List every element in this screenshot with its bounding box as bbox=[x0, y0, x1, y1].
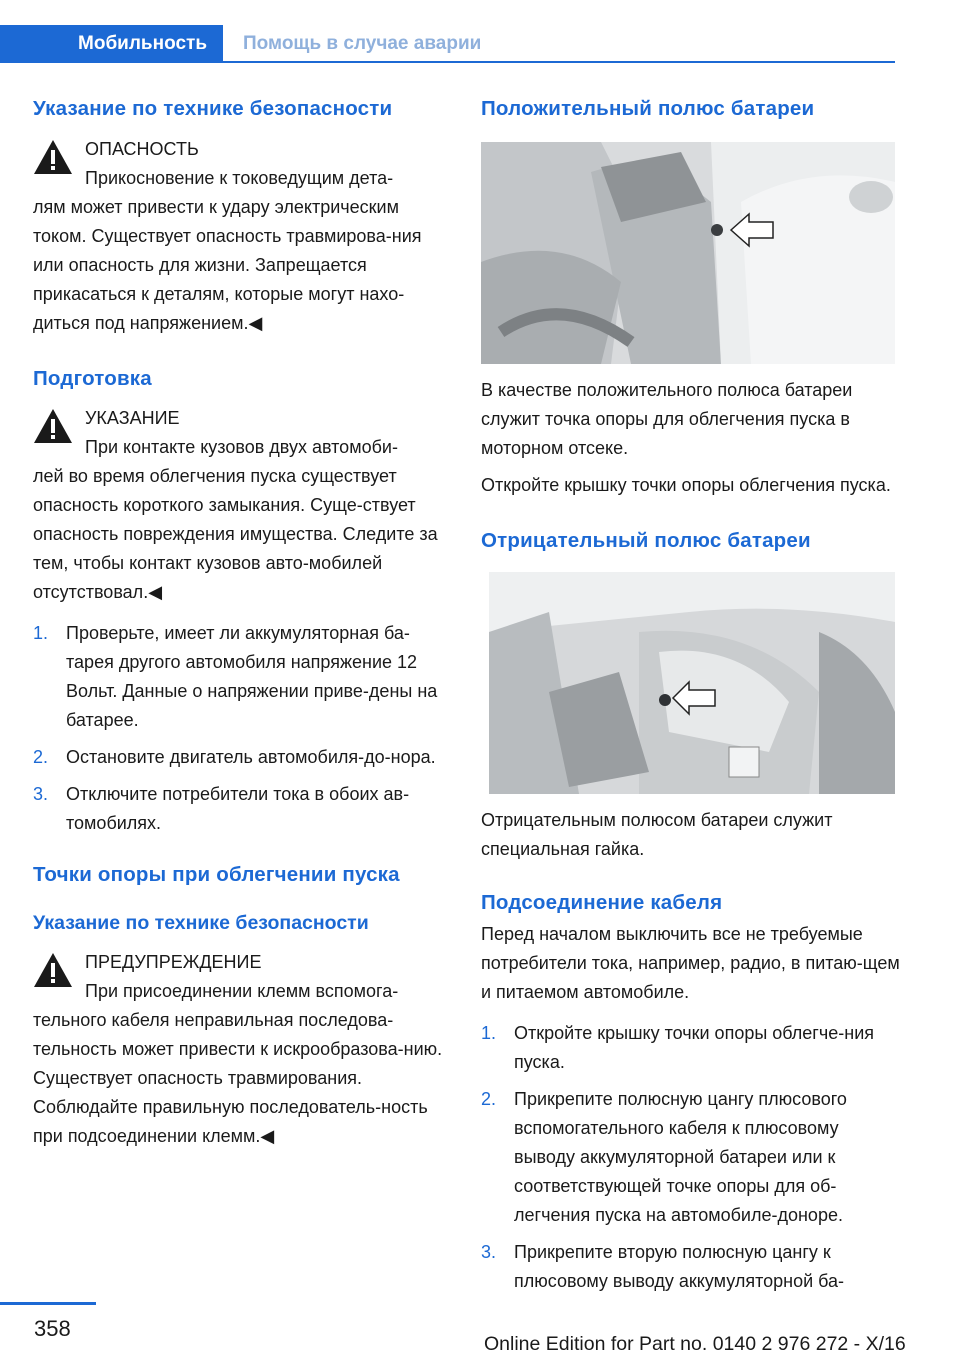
step-number: 2. bbox=[33, 747, 49, 767]
left-column bbox=[33, 96, 453, 1151]
chapter-tab-mobility[interactable]: Мобильность bbox=[0, 25, 223, 63]
heading-positive-terminal: Положительный полюс батареи bbox=[481, 97, 815, 120]
step-number: 1. bbox=[33, 623, 49, 643]
warning-text-line1: Прикосновение к токоведущим дета‐ bbox=[85, 168, 394, 188]
section-tab-breakdown-help[interactable]: Помощь в случае аварии bbox=[243, 33, 482, 54]
caution-warning bbox=[33, 948, 453, 1006]
positive-terminal-description: В качестве положительного полюса батареи служит точка опоры для облегчения пуска в моторном отсеке. bbox=[481, 380, 853, 458]
negative-terminal-description: Отрицательным полюсом батареи служит специальная гайка. bbox=[481, 810, 833, 859]
edition-note: Online Edition for Part no. 0140 2 976 272 - X/16 bbox=[484, 1333, 906, 1355]
list-item bbox=[481, 1019, 901, 1077]
list-item bbox=[33, 780, 453, 838]
step-number: 1. bbox=[481, 1023, 497, 1043]
step-text: Отключите потребители тока в обоих ав‐томобилях. bbox=[66, 784, 410, 833]
list-item bbox=[481, 1085, 901, 1230]
header-rule bbox=[223, 61, 895, 63]
step-text: Остановите двигатель автомобиля-до‐нора. bbox=[66, 747, 436, 767]
step-text: Откройте крышку точки опоры облегче‐ния пуска. bbox=[514, 1023, 874, 1072]
danger-warning bbox=[33, 135, 453, 193]
heading-cable-connection: Подсоединение кабеля bbox=[481, 891, 723, 914]
connection-steps bbox=[481, 1019, 901, 1296]
cable-connection-intro: Перед началом выключить все не требуемые потребители тока, например, радио, в питаю‐щем и питаемом автомобиле. bbox=[481, 924, 900, 1002]
notice-warning bbox=[33, 404, 453, 462]
warning-triangle-icon bbox=[33, 952, 73, 988]
footer-rule bbox=[0, 1302, 96, 1305]
step-number: 3. bbox=[33, 784, 49, 804]
page-number: 358 bbox=[34, 1316, 71, 1341]
warning-text: лям может привести к удару электрическим током. Существует опасность травмирова‐ния или опасность для жизни. Запрещается прикасаться к деталям, которые могут нахо‐диться под напряжением.◀ bbox=[33, 197, 422, 333]
caution-text-line1: При присоединении клемм вспомога‐ bbox=[85, 981, 399, 1001]
notice-title: УКАЗАНИЕ bbox=[85, 408, 180, 428]
warning-triangle-icon bbox=[33, 139, 73, 175]
notice-text: лей во время облегчения пуска существует опасность короткого замыкания. Суще‐ствует опасность повреждения имущества. Следите за тем, чтобы контакт кузовов авто‐мобилей отсутствовал.◀ bbox=[33, 466, 438, 602]
engine-bay-negative-terminal-image bbox=[489, 572, 895, 794]
step-number: 2. bbox=[481, 1089, 497, 1109]
step-text: Проверьте, имеет ли аккумуляторная ба‐тарея другого автомобиля напряжение 12 Вольт. Данные о напряжении приве‐дены на батарее. bbox=[66, 623, 438, 730]
engine-bay-positive-terminal-image bbox=[481, 142, 895, 364]
list-item bbox=[33, 619, 453, 735]
warning-title: ОПАСНОСТЬ bbox=[85, 139, 199, 159]
heading-safety-note-2: Указание по технике безопасности bbox=[33, 912, 369, 934]
step-number: 3. bbox=[481, 1242, 497, 1262]
positive-terminal-instruction: Откройте крышку точки опоры облегчения пуска. bbox=[481, 475, 891, 495]
list-item bbox=[481, 1238, 901, 1296]
notice-text-line1: При контакте кузовов двух автомоби‐ bbox=[85, 437, 398, 457]
heading-preparation: Подготовка bbox=[33, 367, 152, 390]
step-text: Прикрепите вторую полюсную цангу к плюсовому выводу аккумуляторной ба‐ bbox=[514, 1242, 845, 1291]
preparation-steps bbox=[33, 619, 453, 838]
right-column bbox=[481, 96, 901, 1304]
heading-negative-terminal: Отрицательный полюс батареи bbox=[481, 529, 811, 552]
warning-triangle-icon bbox=[33, 408, 73, 444]
caution-title: ПРЕДУПРЕЖДЕНИЕ bbox=[85, 952, 262, 972]
heading-safety-note-1: Указание по технике безопасности bbox=[33, 97, 393, 120]
list-item bbox=[33, 743, 453, 772]
caution-text: тельного кабеля неправильная последова‐тельность может привести к искрообразова‐нию. Существует опасность травмирования. Соблюдайте правильную последователь‐ность при подсоединении клемм.◀ bbox=[33, 1010, 443, 1146]
heading-jump-start-points: Точки опоры при облегчении пуска bbox=[33, 863, 400, 886]
step-text: Прикрепите полюсную цангу плюсового вспомогательного кабеля к плюсовому выводу аккумуляторной батареи или к соответствующей точке опоры для об‐легчения пуска на автомобиле-доноре. bbox=[514, 1089, 847, 1225]
